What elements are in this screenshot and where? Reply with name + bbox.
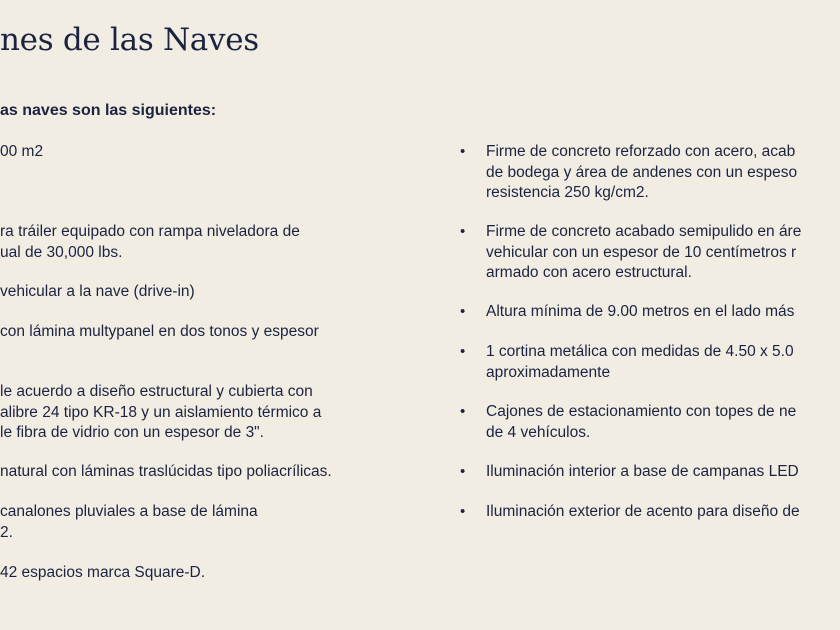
list-item-line: le fibra de vidrio con un espesor de 3". <box>0 424 264 441</box>
list-item-line: Iluminación interior a base de campanas LED <box>486 463 799 480</box>
right-column <box>460 0 840 630</box>
list-item-line: Iluminación exterior de acento para diseño de <box>486 503 800 520</box>
list-item-line: Altura mínima de 9.00 metros en el lado más <box>486 303 795 320</box>
list-item-line: 00 m2 <box>0 143 44 160</box>
bullet-icon: • <box>460 223 466 240</box>
list-item <box>0 382 321 444</box>
bullet-icon: • <box>460 463 466 480</box>
list-item <box>0 282 195 303</box>
list-item-line: Cajones de estacionamiento con topes de ne <box>486 403 797 420</box>
list-item-line: le acuerdo a diseño estructural y cubierta con <box>0 383 313 400</box>
list-item-line: con lámina multypanel en dos tonos y espesor <box>0 323 319 340</box>
list-item-line: 1 cortina metálica con medidas de 4.50 x 5.0 <box>486 343 794 360</box>
list-item-line: alibre 24 tipo KR-18 y un aislamiento térmico a <box>0 403 322 421</box>
list-item <box>0 563 205 584</box>
list-item-line: armado con acero estructural. <box>486 264 692 281</box>
list-item-line: natural con láminas traslúcidas tipo poliacrílicas. <box>0 463 332 480</box>
list-item <box>0 462 332 483</box>
list-item-line: Firme de concreto reforzado con acero, acab <box>486 143 796 160</box>
bullet-icon: • <box>460 403 466 420</box>
list-item <box>0 502 258 543</box>
list-item-line: Firme de concreto acabado semipulido en áre <box>486 223 802 240</box>
list-item-line: ual de 30,000 lbs. <box>0 243 123 261</box>
list-item-line: de bodega y área de andenes con un espeso <box>486 163 798 181</box>
bullet-icon: • <box>460 303 466 320</box>
list-item-line: de 4 vehículos. <box>486 423 591 441</box>
list-item-line: vehicular a la nave (drive-in) <box>0 283 195 300</box>
list-item-line: 42 espacios marca Square-D. <box>0 564 206 581</box>
list-item-line: vehicular con un espesor de 10 centímetros r <box>486 243 797 261</box>
list-item <box>0 222 300 263</box>
list-item-line: aproximadamente <box>486 363 611 381</box>
bullet-icon: • <box>460 143 466 160</box>
list-item-line: resistencia 250 kg/cm2. <box>486 184 649 201</box>
list-item-line: 2. <box>0 523 13 541</box>
bullet-icon: • <box>460 343 466 360</box>
page-title: nes de las Naves <box>0 22 259 58</box>
list-item-line: ra tráiler equipado con rampa niveladora de <box>0 223 300 240</box>
list-item <box>0 142 43 163</box>
section-subtitle: as naves son las siguientes: <box>0 102 217 119</box>
list-item-line: canalones pluviales a base de lámina <box>0 503 258 520</box>
bullet-icon: • <box>460 503 466 520</box>
list-item <box>0 322 319 343</box>
